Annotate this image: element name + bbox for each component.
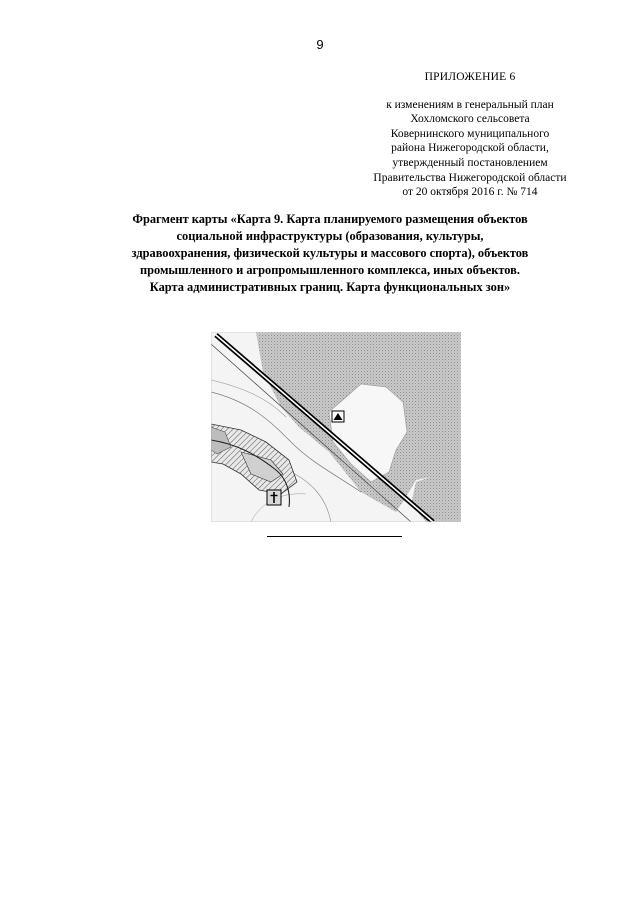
document-title-line: социальной инфраструктуры (образования, культуры, — [176, 229, 484, 243]
sports-facility-icon — [332, 411, 344, 422]
appendix-line: утвержденный постановлением — [392, 156, 548, 169]
appendix-block — [340, 70, 600, 200]
document-title-line: здравоохранения, физической культуры и массового спорта), объектов — [131, 246, 529, 260]
map-image — [211, 332, 461, 522]
separator-line — [267, 536, 402, 537]
appendix-line: района Нижегородской области, — [391, 142, 549, 155]
document-title-line: Карта административных границ. Карта функциональных зон» — [149, 280, 511, 294]
appendix-line: Ковернинского муниципального — [390, 127, 550, 140]
map-fragment — [211, 332, 461, 522]
document-title-line: Фрагмент карты «Карта 9. Карта планируемого размещения объектов — [132, 212, 528, 226]
document-title-line: промышленного и агропромышленного комплекса, иных объектов. — [140, 263, 520, 277]
document-title — [60, 211, 600, 296]
appendix-line: от 20 октября 2016 г. № 714 — [402, 186, 538, 199]
appendix-line: Правительства Нижегородской области — [373, 171, 567, 184]
church-icon — [267, 490, 281, 505]
page-number: 9 — [316, 37, 324, 52]
appendix-line: Хохломского сельсовета — [410, 113, 530, 126]
appendix-title: ПРИЛОЖЕНИЕ 6 — [424, 71, 516, 83]
appendix-line: к изменениям в генеральный план — [386, 98, 554, 111]
